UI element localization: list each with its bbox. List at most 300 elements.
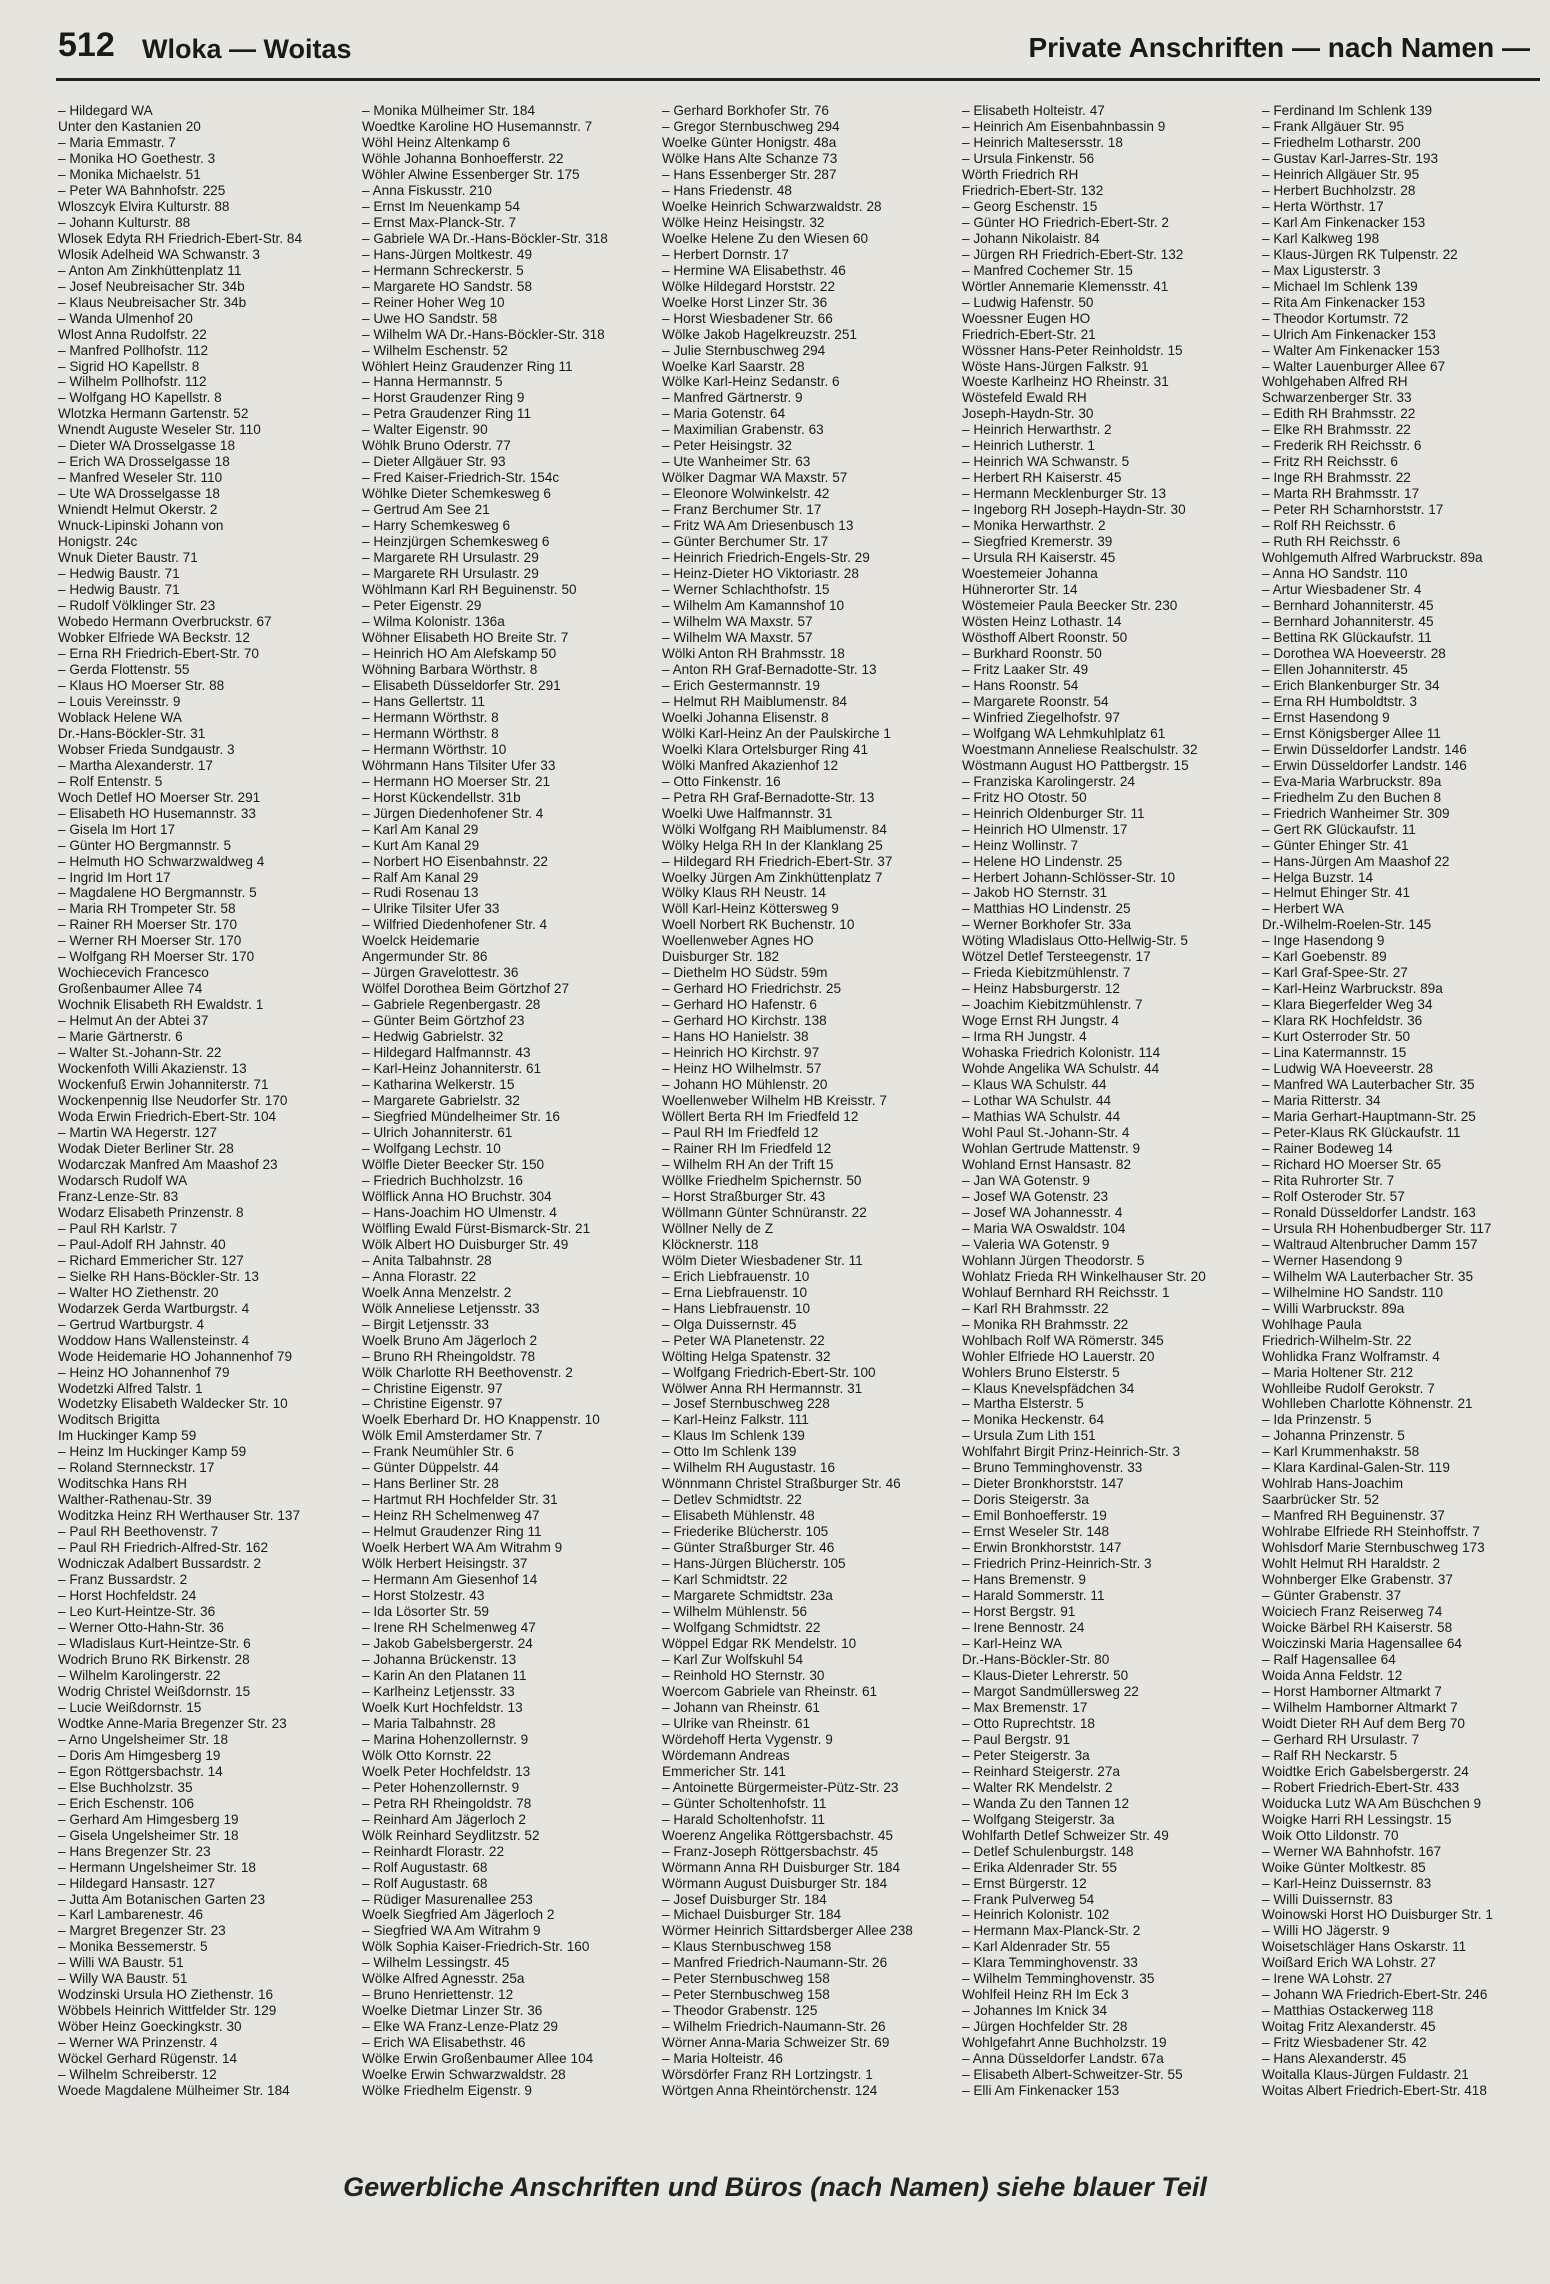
listing-entry: – Michael Im Schlenk 139 [1262,278,1418,294]
listing-entry: Woißard Erich WA Lohstr. 27 [1262,1955,1436,1971]
listing-entry: – Wolfgang WA Lehmkuhlplatz 61 [962,725,1166,741]
listing-entry: – Paul RH Im Friedfeld 12 [662,1125,819,1140]
header-rule [56,78,1540,81]
listing-entry: – Karl Lambarenestr. 46 [58,1907,204,1923]
listing-entry: – Manfred WA Lauterbacher Str. 35 [1262,1077,1475,1093]
listing-entry: – Herbert Dornstr. 17 [662,246,789,262]
listing-entry: – Julie Sternbuschweg 294 [662,342,826,358]
listing-entry: – Maria Gerhart-Hauptmann-Str. 25 [1262,1109,1476,1125]
listing-entry: – Ernst Hasendong 9 [1262,709,1390,725]
listing-entry: Wöhl Heinz Altenkamp 6 [362,134,511,150]
listing-entry: Wnuck-Lipinski Johann von [58,518,224,534]
listing-entry: Wohler Elfriede HO Lauerstr. 20 [962,1348,1155,1364]
listing-entry: Wohlgehaben Alfred RH [1262,374,1408,390]
listing-entry: Wohlgemuth Alfred Warbruckstr. 89a [1262,550,1483,566]
listing-entry: Wölke Hans Alte Schanze 73 [662,150,838,166]
listing-entry: – Max Bremenstr. 17 [962,1699,1088,1715]
listing-entry: – Karl Kalkweg 198 [1262,230,1380,246]
listing-entry: – Anna Fiskusstr. 210 [362,182,492,198]
listing-entry: – Rita Am Finkenacker 153 [1262,294,1426,310]
listing-entry: Wölke Friedhelm Eigenstr. 9 [362,2083,532,2099]
listing-entry: Wodniczak Adalbert Bussardstr. 2 [58,1556,262,1572]
listing-entry: – Erich WA Elisabethstr. 46 [362,2035,526,2051]
listing-entry: – Erich Blankenburger Str. 34 [1262,677,1440,693]
listing-entry: – Wilfried Diedenhofener Str. 4 [362,917,548,933]
listing-entry: Wohland Ernst Hansastr. 82 [962,1156,1132,1172]
listing-entry: – Dieter WA Drosselgasse 18 [58,438,236,454]
listing-entry: – Gerda Flottenstr. 55 [58,661,190,677]
listing-entry: Walther-Rathenau-Str. 39 [58,1492,212,1508]
listing-entry: – Jutta Am Botanischen Garten 23 [58,1891,266,1907]
listing-entry: – Wolfgang HO Kapellstr. 8 [58,390,222,406]
listing-entry: – Bruno Henriettenstr. 12 [362,1987,514,2003]
listing-entry: – Bettina RK Glückaufstr. 11 [1262,629,1432,645]
listing-entry: – Friedhelm Zu den Buchen 8 [1262,789,1442,805]
listing-entry: Wohl Paul St.-Johann-Str. 4 [962,1125,1130,1140]
listing-entry: Woicke Bärbel RH Kaiserstr. 58 [1262,1620,1453,1636]
listing-entry: – Frank Neumühler Str. 6 [362,1444,514,1460]
listing-entry: – Anna Düsseldorfer Landstr. 67a [962,2051,1164,2067]
listing-entry: – Ernst Im Neuenkamp 54 [362,198,520,214]
listing-entry: – Karlheinz Letjensstr. 33 [362,1683,515,1699]
listing-entry: – Heinrich HO Kirchstr. 97 [662,1045,820,1061]
listing-entry: Wölke Erwin Großenbaumer Allee 104 [362,2051,594,2067]
listing-entry: – Heinz Im Huckinger Kamp 59 [58,1444,247,1460]
listing-entry: – Heinrich Friedrich-Engels-Str. 29 [662,550,870,566]
listing-entry: – Christine Eigenstr. 97 [362,1380,503,1396]
listing-entry: – Herbert Johann-Schlösser-Str. 10 [962,869,1176,885]
listing-entry: – Wolfgang Steigerstr. 3a [962,1811,1115,1827]
listing-entry: Wodetzky Elisabeth Waldecker Str. 10 [58,1396,288,1412]
listing-entry: – Gerhard HO Kirchstr. 138 [662,1013,827,1029]
listing-entry: – Wilhelm WA Maxstr. 57 [662,614,813,629]
listing-entry: – Siegfried WA Am Witrahm 9 [362,1923,541,1939]
listing-entry: – Klaus Neubreisacher Str. 34b [58,294,247,310]
listing-entry: – Hans-Jürgen Moltkestr. 49 [362,246,533,262]
listing-entry: Dr.-Hans-Böckler-Str. 80 [962,1651,1110,1667]
listing-entry: – Gisela Ungelsheimer Str. 18 [58,1827,239,1843]
listing-entry: Wöhrmann Hans Tilsiter Ufer 33 [362,757,556,773]
listing-entry: Dr.-Hans-Böckler-Str. 31 [58,725,206,741]
listing-entry: – Irene RH Schelmenweg 47 [362,1620,536,1636]
listing-entry: – Wilhelm Am Kamannshof 10 [662,598,845,614]
listing-entry: – Hermann Wörthstr. 8 [362,725,499,741]
listing-entry: – Willy WA Baustr. 51 [58,1971,188,1987]
listing-entry: – Heinrich WA Schwanstr. 5 [962,454,1130,470]
listing-entry: – Paul RH Beethovenstr. 7 [58,1524,219,1540]
listing-entry: – Margot Sandmüllersweg 22 [962,1683,1139,1699]
listing-entry: Wohaska Friedrich Kolonistr. 114 [962,1045,1161,1061]
listing-entry: – Fritz WA Am Driesenbusch 13 [662,518,854,534]
listing-entry: – Heinrich Lutherstr. 1 [962,438,1095,454]
listing-entry: Wörth Friedrich RH [962,166,1079,182]
listing-entry: – Hermann Wörthstr. 10 [362,741,507,757]
listing-entry: – Friedrich Wanheimer Str. 309 [1262,805,1450,821]
listing-entry: – Gustav Karl-Jarres-Str. 193 [1262,150,1439,166]
listing-entry: – Klaus-Jürgen RK Tulpenstr. 22 [1262,246,1458,262]
listing-entry: – Harald Scholtenhofstr. 11 [662,1811,825,1827]
listing-entry: Wohlann Jürgen Theodorstr. 5 [962,1252,1145,1268]
listing-entry: – Lucie Weißdornstr. 15 [58,1699,202,1715]
listing-entry: – Maria Ritterstr. 34 [1262,1093,1381,1109]
listing-entry: Wölk Albert HO Duisburger Str. 49 [362,1236,569,1252]
listing-entry: – Klaus Knevelspfädchen 34 [962,1380,1135,1396]
listing-entry: Wöllert Berta RH Im Friedfeld 12 [662,1109,859,1125]
listing-entry: – Monika Michaelstr. 51 [58,166,201,182]
listing-entry: Woelke Horst Linzer Str. 36 [662,294,828,310]
listing-entry: – Peter-Klaus RK Glückaufstr. 11 [1262,1125,1461,1140]
listing-entry: – Heinrich Allgäuer Str. 95 [1262,166,1420,182]
listing-entry: – Johann WA Friedrich-Ebert-Str. 246 [1262,1987,1488,2003]
listing-entry: – Peter WA Planetenstr. 22 [662,1332,825,1348]
listing-entry: – Karl Graf-Spee-Str. 27 [1262,965,1408,981]
listing-entry: Wölfling Ewald Fürst-Bismarck-Str. 21 [362,1220,591,1236]
listing-entry: Joseph-Haydn-Str. 30 [962,406,1094,422]
listing-entry: Woida Anna Feldstr. 12 [1262,1667,1403,1683]
listing-entry: – Hermine WA Elisabethstr. 46 [662,262,846,278]
listing-entry: – Artur Wiesbadener Str. 4 [1262,582,1422,598]
listing-entry: – Herbert RH Kaiserstr. 45 [962,470,1122,486]
listing-entry: – Petra RH Graf-Bernadotte-Str. 13 [662,789,875,805]
listing-entry: – Margret Bregenzer Str. 23 [58,1923,226,1939]
listing-entry: Wölfel Dorothea Beim Görtzhof 27 [362,981,570,997]
listing-entry: Wöting Wladislaus Otto-Hellwig-Str. 5 [962,933,1188,949]
listing-entry: – Walter St.-Johann-Str. 22 [58,1045,222,1061]
listing-entry: – Eleonore Wolwinkelstr. 42 [662,486,830,502]
listing-entry: – Werner Hasendong 9 [1262,1252,1403,1268]
listing-entry: – Gisela Im Hort 17 [58,821,176,837]
listing-entry: Wölk Otto Kornstr. 22 [362,1747,492,1763]
listing-entry: – Horst Straßburger Str. 43 [662,1188,826,1204]
listing-entry: – Wilhelm Pollhofstr. 112 [58,374,207,390]
listing-entry: – Doris Steigerstr. 3a [962,1492,1089,1508]
listing-entry: – Siegfried Kremerstr. 39 [962,534,1113,550]
listing-entry: – Hermann Wörthstr. 8 [362,709,499,725]
listing-entry: Wölki Karl-Heinz An der Paulskirche 1 [662,725,891,741]
listing-entry: Wodrig Christel Weißdornstr. 15 [58,1683,251,1699]
listing-entry: – Kurt Am Kanal 29 [362,837,480,853]
listing-entry: Wölke Hildegard Horststr. 22 [662,278,836,294]
listing-entry: – Reinhard Am Jägerloch 2 [362,1811,526,1827]
listing-entry: Wohlers Bruno Elsterstr. 5 [962,1364,1120,1380]
listing-entry: – Valeria WA Gotenstr. 9 [962,1236,1110,1252]
listing-entry: Woellenweber Wilhelm HB Kreisstr. 7 [662,1093,887,1109]
listing-entry: – Petra RH Rheingoldstr. 78 [362,1795,532,1811]
listing-entry: – Else Buchholzstr. 35 [58,1779,193,1795]
listing-entry: – Wilhelmine HO Sandstr. 110 [1262,1284,1444,1300]
listing-entry: – Bruno RH Rheingoldstr. 78 [362,1348,536,1364]
listing-entry: – Klaus WA Schulstr. 44 [962,1077,1107,1093]
listing-entry: – Emil Bonhoefferstr. 19 [962,1508,1107,1524]
listing-entry: Wobser Frieda Sundgaustr. 3 [58,741,235,757]
listing-entry: – Klaus Sternbuschweg 158 [662,1939,832,1955]
listing-entry: – Hans Gellertstr. 11 [362,693,485,709]
listing-entry: – Anton Am Zinkhüttenplatz 11 [58,262,242,278]
listing-entry: – Manfred Pollhofstr. 112 [58,342,209,358]
listing-entry: Friedrich-Wilhelm-Str. 22 [1262,1332,1412,1348]
listing-entry: – Wolfgang RH Moerser Str. 170 [58,949,255,965]
listing-entry: – Maria Gotenstr. 64 [662,406,786,422]
listing-entry: – Fred Kaiser-Friedrich-Str. 154c [362,470,560,486]
listing-entry: – Ida Lösorter Str. 59 [362,1604,489,1620]
listing-entry: Wölk Charlotte RH Beethovenstr. 2 [362,1364,573,1380]
listing-entry: – Elisabeth HO Husemannstr. 33 [58,805,256,821]
listing-entry: – Martin WA Hegerstr. 127 [58,1125,217,1140]
listing-entry: Wöllner Nelly de Z [662,1220,774,1236]
listing-entry: – Klaus Im Schlenk 139 [662,1428,805,1444]
listing-entry: Woiczinski Maria Hagensallee 64 [1262,1636,1462,1651]
listing-entry: Woeste Karlheinz HO Rheinstr. 31 [962,374,1169,390]
listing-entry: – Wolfgang Lechstr. 10 [362,1140,501,1156]
listing-entry: – Frank Allgäuer Str. 95 [1262,118,1405,134]
listing-entry: – Werner Borkhofer Str. 33a [962,917,1131,933]
listing-entry: – Werner RH Moerser Str. 170 [58,933,242,949]
listing-entry: Wlotzka Hermann Gartenstr. 52 [58,406,249,422]
listing-entry: Wölk Anneliese Letjensstr. 33 [362,1300,540,1316]
listing-entry: – Heinz-Dieter HO Viktoriastr. 28 [662,566,859,582]
listing-entry: – Erwin Düsseldorfer Landstr. 146 [1262,757,1467,773]
listing-entry: – Margarete HO Sandstr. 58 [362,278,533,294]
listing-entry: Saarbrücker Str. 52 [1262,1492,1380,1508]
listing-entry: – Joachim Kiebitzmühlenstr. 7 [962,997,1143,1013]
listing-entry: Woiciech Franz Reiserweg 74 [1262,1604,1443,1620]
page-number: 512 [58,26,115,64]
listing-entry: Woidt Dieter RH Auf dem Berg 70 [1262,1715,1465,1731]
listing-entry: – Frank Pulverweg 54 [962,1891,1095,1907]
listing-entry: Woelk Kurt Hochfeldstr. 13 [362,1699,523,1715]
listing-entry: Wockenfoth Willi Akazienstr. 13 [58,1061,247,1077]
listing-entry: Woisetschläger Hans Oskarstr. 11 [1262,1939,1467,1955]
listing-entry: Klöcknerstr. 118 [662,1236,759,1252]
listing-entry: – Paul Bergstr. 91 [962,1731,1071,1747]
page-header [0,0,1550,80]
listing-entry: – Karl-Heinz Warbruckstr. 89a [1262,981,1443,997]
listing-entry: Wodrich Bruno RK Birkenstr. 28 [58,1651,250,1667]
listing-entry: – Frieda Kiebitzmühlenstr. 7 [962,965,1131,981]
listing-entry: Wölk Reinhard Seydlitzstr. 52 [362,1827,540,1843]
listing-entry: – Rainer RH Im Friedfeld 12 [662,1140,832,1156]
listing-entry: – Petra Graudenzer Ring 11 [362,406,532,422]
listing-entry: – Harald Sommerstr. 11 [962,1588,1105,1604]
listing-entry: Friedrich-Ebert-Str. 132 [962,182,1104,198]
listing-entry: – Hans HO Hanielstr. 38 [662,1029,809,1045]
listing-entry: – Ruth RH Reichsstr. 6 [1262,534,1401,550]
listing-entry: – Gertrud Am See 21 [362,502,490,518]
listing-entry: Woch Detlef HO Moerser Str. 291 [58,789,261,805]
listing-entry: – Klara RK Hochfeldstr. 36 [1262,1013,1423,1029]
listing-entry: – Horst Stolzestr. 43 [362,1588,485,1604]
listing-entry: Wohlfahrt Birgit Prinz-Heinrich-Str. 3 [962,1444,1181,1460]
listing-entry: – Erna RH Humboldtstr. 3 [1262,693,1417,709]
listing-entry: – Günter Beim Görtzhof 23 [362,1013,525,1029]
listing-entry: Woelke Erwin Schwarzwaldstr. 28 [362,2067,566,2083]
listing-entry: Wösten Heinz Lothastr. 14 [962,614,1122,629]
listing-entry: – Horst Hochfeldstr. 24 [58,1588,197,1604]
listing-entry: Wörsdörfer Franz RH Lortzingstr. 1 [662,2067,873,2083]
listing-entry: Woitalla Klaus-Jürgen Fuldastr. 21 [1262,2067,1469,2083]
listing-entry: – Rainer RH Moerser Str. 170 [58,917,238,933]
listing-entry: – Monika Bessemerstr. 5 [58,1939,208,1955]
listing-entry: – Marina Hohenzollernstr. 9 [362,1731,529,1747]
listing-entry: Woelky Jürgen Am Zinkhüttenplatz 7 [662,869,883,885]
listing-entry: Wohlfeil Heinz RH Im Eck 3 [962,1987,1129,2003]
listing-entry: – Peter Hohenzollernstr. 9 [362,1779,520,1795]
listing-entry: – Wilhelm Mühlenstr. 56 [662,1604,808,1620]
listing-entry: – Rolf Entenstr. 5 [58,773,163,789]
listing-entry: – Friedrich Prinz-Heinrich-Str. 3 [962,1556,1152,1572]
listing-entry: – Jürgen Gravelottestr. 36 [362,965,519,981]
listing-entry: – Manfred Gärtnerstr. 9 [662,390,803,406]
listing-entry: Wodarz Elisabeth Prinzenstr. 8 [58,1204,244,1220]
listing-entry: – Magdalene HO Bergmannstr. 5 [58,885,257,901]
listing-entry: Woda Erwin Friedrich-Ebert-Str. 104 [58,1109,277,1125]
listing-entry: – Ursula Finkenstr. 56 [962,150,1095,166]
listing-entry: – Manfred Weseler Str. 110 [58,470,223,486]
listing-entry: Franz-Lenze-Str. 83 [58,1188,179,1204]
listing-entry: – Werner WA Prinzenstr. 4 [58,2035,218,2051]
listing-entry: Woerenz Angelika Röttgersbachstr. 45 [662,1827,893,1843]
listing-entry: Wöckel Gerhard Rügenstr. 14 [58,2051,238,2067]
listing-entry: – Karl Am Kanal 29 [362,821,479,837]
listing-entry: – Hedwig Baustr. 71 [58,566,180,582]
listing-entry: – Wilhelm Friedrich-Naumann-Str. 26 [662,2019,886,2035]
listing-entry: – Walter Lauenburger Allee 67 [1262,358,1446,374]
listing-entry: – Günter Grabenstr. 37 [1262,1588,1402,1604]
listing-entry: – Wolfgang Friedrich-Ebert-Str. 100 [662,1364,876,1380]
listing-entry: – Franz Bussardstr. 2 [58,1572,188,1588]
listing-entry: Wohnberger Elke Grabenstr. 37 [1262,1572,1453,1588]
listing-entry: – Hedwig Baustr. 71 [58,582,180,598]
listing-entry: – Rudi Rosenau 13 [362,885,479,901]
listing-entry: – Klaus HO Moerser Str. 88 [58,677,225,693]
listing-entry: – Karl RH Brahmsstr. 22 [962,1300,1109,1316]
listing-entry: – Klara Temminghovenstr. 33 [962,1955,1138,1971]
listing-entry: Wörmer Heinrich Sittardsberger Allee 238 [662,1923,913,1939]
listing-column-4 [962,103,1252,2099]
listing-entry: – Hans Alexanderstr. 45 [1262,2051,1407,2067]
listing-entry: – Hanna Hermannstr. 5 [362,374,503,390]
listing-entry: Woelke Helene Zu den Wiesen 60 [662,230,869,246]
listing-entry: – Elisabeth Düsseldorfer Str. 291 [362,677,561,693]
listing-column-2 [362,103,652,2099]
name-range: Wloka — Woitas [142,34,352,64]
listing-entry: Schwarzenberger Str. 33 [1262,390,1412,406]
listing-entry: – Heinrich Oldenburger Str. 11 [962,805,1145,821]
listing-entry: – Jan WA Gotenstr. 9 [962,1172,1090,1188]
listing-entry: – Elisabeth Mühlenstr. 48 [662,1508,815,1524]
listing-entry: – Rolf Augustastr. 68 [362,1875,488,1891]
listing-entry: – Detlef Schulenburgstr. 148 [962,1843,1134,1859]
listing-entry: – Rüdiger Masurenallee 253 [362,1891,533,1907]
listing-entry: – Hildegard RH Friedrich-Ebert-Str. 37 [662,853,893,869]
listing-entry: – Monika RH Brahmsstr. 22 [962,1316,1129,1332]
listing-entry: – Gerhard Borkhofer Str. 76 [662,103,829,118]
listing-entry: Wockenfuß Erwin Johanniterstr. 71 [58,1077,269,1093]
listing-entry: – Horst Kückendellstr. 31b [362,789,521,805]
listing-entry: Wöstemeier Paula Beecker Str. 230 [962,598,1178,614]
listing-entry: – Eva-Maria Warbruckstr. 89a [1262,773,1442,789]
listing-entry: – Wladislaus Kurt-Heintze-Str. 6 [58,1636,251,1651]
listing-entry: Hühnerorter Str. 14 [962,582,1078,598]
listing-entry: Wohlfarth Detlef Schweizer Str. 49 [962,1827,1169,1843]
listing-entry: – Frederik RH Reichsstr. 6 [1262,438,1422,454]
listing-entry: – Josef Duisburger Str. 184 [662,1891,827,1907]
listing-entry: – Franz Berchumer Str. 17 [662,502,822,518]
listing-entry: – Reinhardt Florastr. 22 [362,1843,505,1859]
listing-entry: – Hildegard Hansastr. 127 [58,1875,216,1891]
listing-entry: – Karl-Heinz Johanniterstr. 61 [362,1061,542,1077]
listing-entry: Woelck Heidemarie [362,933,480,949]
listing-entry: – Olga Duissernstr. 45 [662,1316,797,1332]
listing-entry: – Johann van Rheinstr. 61 [662,1699,820,1715]
listing-column-1 [58,103,348,2099]
listing-entry: – Heinz RH Schelmenweg 47 [362,1508,540,1524]
listing-entry: – Sigrid HO Kapellstr. 8 [58,358,200,374]
listing-entry: – Werner Schlachthofstr. 15 [662,582,830,598]
listing-entry: – Hans Roonstr. 54 [962,677,1079,693]
listing-entry: – Hans Berliner Str. 28 [362,1476,499,1492]
listing-entry: – Ingeborg RH Joseph-Haydn-Str. 30 [962,502,1186,518]
listing-entry: – Wilhelm Karolingerstr. 22 [58,1667,221,1683]
listing-entry: Woidtke Erich Gabelsbergerstr. 24 [1262,1763,1469,1779]
listing-column-3 [662,103,952,2099]
listing-entry: – Maria Holteistr. 46 [662,2051,783,2067]
listing-entry: – Maria RH Trompeter Str. 58 [58,901,236,917]
listing-entry: – Wilhelm Lessingstr. 45 [362,1955,510,1971]
listing-entry: – Elli Am Finkenacker 153 [962,2083,1120,2099]
listing-entry: – Wilhelm WA Maxstr. 57 [662,629,813,645]
listing-entry: – Siegfried Mündelheimer Str. 16 [362,1109,560,1125]
listing-entry: – Inge Hasendong 9 [1262,933,1385,949]
listing-entry: – Willi Duissernstr. 83 [1262,1891,1393,1907]
listing-entry: Wördehoff Herta Vygenstr. 9 [662,1731,833,1747]
listing-entry: Wöllke Friedhelm Spichernstr. 50 [662,1172,862,1188]
listing-entry: Wodtke Anne-Maria Bregenzer Str. 23 [58,1715,287,1731]
listing-entry: – Ulrich Am Finkenacker 153 [1262,326,1436,342]
listing-column-5 [1262,103,1550,2099]
listing-entry: – Christine Eigenstr. 97 [362,1396,503,1412]
listing-entry: – Franziska Karolingerstr. 24 [962,773,1136,789]
listing-entry: – Katharina Welkerstr. 15 [362,1077,515,1093]
listing-entry: Wodarzek Gerda Wartburgstr. 4 [58,1300,250,1316]
listing-entry: Wodarsch Rudolf WA [58,1172,188,1188]
listing-entry: – Peter Sternbuschweg 158 [662,1987,830,2003]
listing-entry: – Gert RK Glückaufstr. 11 [1262,821,1416,837]
listing-entry: – Gertrud Wartburgstr. 4 [58,1316,205,1332]
listing-entry: – Fritz Laaker Str. 49 [962,661,1089,677]
listing-entry: – Ursula RH Hohenbudberger Str. 117 [1262,1220,1492,1236]
listing-entry: – Hans-Jürgen Blücherstr. 105 [662,1556,846,1572]
listing-entry: – Herbert Buchholzstr. 28 [1262,182,1416,198]
listing-entry: Wölflick Anna HO Bruchstr. 304 [362,1188,552,1204]
listing-entry: Woede Magdalene Mülheimer Str. 184 [58,2083,290,2099]
listing-entry: Wohlrabe Elfriede RH Steinhoffstr. 7 [1262,1524,1480,1540]
listing-entry: Wohlt Helmut RH Haraldstr. 2 [1262,1556,1441,1572]
listing-entry: Woelk Bruno Am Jägerloch 2 [362,1332,538,1348]
listing-entry: – Gerhard Am Himgesberg 19 [58,1811,239,1827]
listing-entry: – Elke WA Franz-Lenze-Platz 29 [362,2019,558,2035]
listing-entry: – Helmut An der Abtei 37 [58,1013,209,1029]
listing-entry: – Margarete RH Ursulastr. 29 [362,566,539,582]
listing-entry: Woelk Siegfried Am Jägerloch 2 [362,1907,555,1923]
listing-entry: – Ulrike van Rheinstr. 61 [662,1715,811,1731]
listing-entry: – Hermann Am Giesenhof 14 [362,1572,538,1588]
listing-entry: – Ursula Zum Lith 151 [962,1428,1096,1444]
listing-entry: – Ernst Bürgerstr. 12 [962,1875,1087,1891]
listing-entry: – Heinz HO Johannenhof 79 [58,1364,230,1380]
listing-entry: – Hildegard WA [58,103,153,118]
listing-entry: – Peter WA Bahnhofstr. 225 [58,182,226,198]
